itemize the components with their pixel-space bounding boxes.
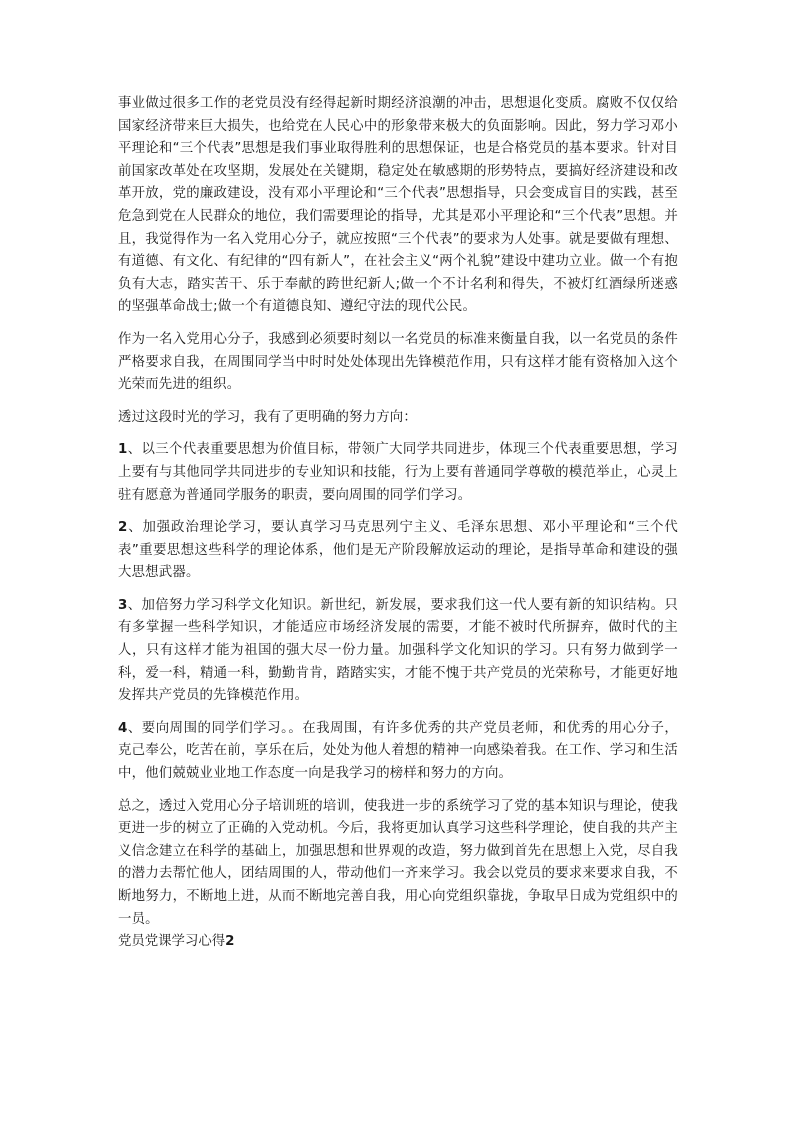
list-item-text: 、加强政治理论学习，要认真学习马克思列宁主义、毛泽东思想、邓小平理论和“三个代表”重要思想这些科学的理论体系，他们是无产阶段解放运动的理论，是指导革命和建设的强大思想武器。 (118, 520, 678, 581)
list-item-text: 、要向周围的同学们学习。。在我周围，有许多优秀的共产党员老师，和优秀的用心分子，克己奉公，吃苦在前，享乐在后，处处为他人着想的精神一向感染着我。在工作、学习和生活中，他们兢兢业业地工作态度一向是我学习的榜样和努力的方向。 (118, 720, 678, 782)
list-item (118, 517, 678, 585)
list-item-number: 1 (118, 442, 128, 458)
section-title-number: 2 (225, 934, 235, 950)
list-item (118, 718, 678, 786)
list-item-number: 4 (118, 720, 128, 736)
list-item (118, 439, 678, 507)
section-title (118, 931, 678, 954)
body-paragraph: 事业做过很多工作的老党员没有经得起新时期经济浪潮的冲击，思想退化变质。腐败不仅仅给国家经济带来巨大损失，也给党在人民心中的形象带来极大的负面影响。因此，努力学习邓小平理论和“三个代表”思想是我们事业取得胜利的思想保证，也是合格党员的基本要求。针对目前国家改革处在攻坚期，发展处在关键期，稳定处在敏感期的形势特点，要搞好经济建设和改革开放，党的廉政建设，没有邓小平理论和“三个代表”思想指导，只会变成盲目的实践，甚至危急到党在人民群众的地位，我们需要理论的指导，尤其是邓小平理论和“三个代表”思想。并且，我觉得作为一名入党用心分子，就应按照“三个代表”的要求为人处事。就是要做有理想、有道德、有文化、有纪律的“四有新人”，在社会主义“两个礼貌”建设中建功立业。做一个有抱负有大志，踏实苦干、乐于奉献的跨世纪新人;做一个不计名利和得失，不被灯红酒绿所迷惑的坚强革命战士;做一个有道德良知、遵纪守法的现代公民。 (118, 96, 678, 315)
list-item-number: 2 (118, 520, 128, 536)
list-item-number: 3 (118, 597, 128, 613)
conclusion-paragraph: 总之，透过入党用心分子培训班的培训，使我进一步的系统学习了党的基本知识与理论，使我更进一步的树立了正确的入党动机。今后，我将更加认真学习这些科学理论，使自我的共产主义信念建立在科学的基础上，加强思想和世界观的改造，努力做到首先在思想上入党，尽自我的潜力去帮忙他人，团结周围的人，带动他们一齐来学习。我会以党员的要求来要求自我，不断地努力，不断地上进，从而不断地完善自我，用心向党组织靠拢，争取早日成为党组织中的一员。 (118, 798, 678, 927)
document-page (118, 93, 678, 954)
body-paragraph: 作为一名入党用心分子，我感到必须要时刻以一名党员的标准来衡量自我，以一名党员的条件严格要求自我，在周围同学当中时时处处体现出先锋模范作用，只有这样才能有资格加入这个光荣而先进的组织。 (118, 331, 678, 393)
list-item (118, 595, 678, 708)
list-item-text: 、加倍努力学习科学文化知识。新世纪，新发展，要求我们这一代人要有新的知识结构。只有多掌握一些科学知识，才能适应市场经济发展的需要，才能不被时代所摒弃，做时代的主人，只有这样才能为祖国的强大尽一份力量。加强科学文化知识的学习。只有努力做到学一科，爱一科，精通一科，勤勤肯肯，踏踏实实，才能不愧于共产党员的光荣称号，才能更好地发挥共产党员的先锋模范作用。 (118, 597, 678, 704)
list-item-text: 、以三个代表重要思想为价值目标，带领广大同学共同进步，体现三个代表重要思想，学习上要有与其他同学共同进步的专业知识和技能，行为上要有普通同学尊敬的模范举止，心灵上驻有愿意为普通同学服务的职责，要向周围的同学们学习。 (118, 442, 678, 503)
section-title-text: 党员党课学习心得 (118, 934, 226, 950)
body-paragraph: 透过这段时光的学习，我有了更明确的努力方向： (118, 409, 417, 425)
